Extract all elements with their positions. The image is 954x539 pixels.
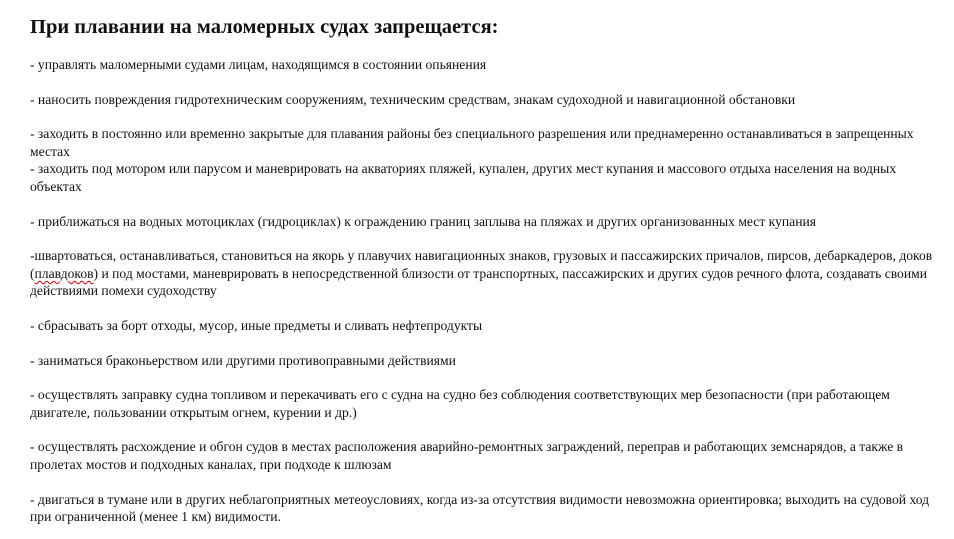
list-item-6-part-2: ) и под мостами, маневрировать в непосредственной близости от транспортных, пассажирских и других судов речного флота, создавать своими действиями помехи судоходству	[30, 265, 927, 299]
list-item-9: - осуществлять заправку судна топливом и перекачивать его с судна на судно без соблюдения соответствующих мер безопасности (при работающем двигателе, пользовании открытым огнем, курении и др.)	[30, 387, 890, 420]
list-item-5: - приближаться на водных мотоциклах (гидроциклах) к ограждению границ заплыва на пляжах и других организованных мест купания	[30, 213, 817, 229]
list-item-1: - управлять маломерными судами лицам, находящимся в состоянии опьянения	[30, 57, 487, 72]
list-item-6	[30, 247, 942, 300]
document-page	[30, 14, 942, 526]
list-item-8: - заниматься браконьерством или другими противоправными действиями	[30, 352, 456, 368]
list-item-6-part-1: -швартоваться, останавливаться, становиться на якорь у плавучих навигационных знаков, грузовых и пассажирских причалов, пирсов, дебаркадеров, доков (	[30, 248, 933, 281]
spellcheck-marked-word: плавдоков	[34, 265, 94, 281]
list-item-4: - заходить под мотором или парусом и маневрировать на акваториях пляжей, купален, других мест купания и массового отдыха населения на водных объектах	[30, 161, 897, 194]
list-item-2: - наносить повреждения гидротехническим сооружениям, техническим средствам, знакам судоходной и навигационной обстановки	[30, 91, 796, 107]
list-item-10: - осуществлять расхождение и обгон судов в местах расположения аварийно-ремонтных заграждений, переправ и работающих земснарядов, а также в пролетах мостов и подходных каналах, при подходе к шлюзам	[30, 439, 904, 472]
list-item-11: - двигаться в тумане или в других неблагоприятных метеоусловиях, когда из-за отсутствия видимости невозможна ориентировка; выходить на судовой ход при ограниченной (менее 1 км) видимости.	[30, 491, 930, 525]
list-item-3: - заходить в постоянно или временно закрытые для плавания районы без специального разрешения или преднамеренно останавливаться в запрещенных местах	[30, 126, 914, 159]
document-title: При плавании на маломерных судах запрещается:	[30, 16, 499, 38]
list-item-7: - сбрасывать за борт отходы, мусор, иные предметы и сливать нефтепродукты	[30, 317, 483, 333]
